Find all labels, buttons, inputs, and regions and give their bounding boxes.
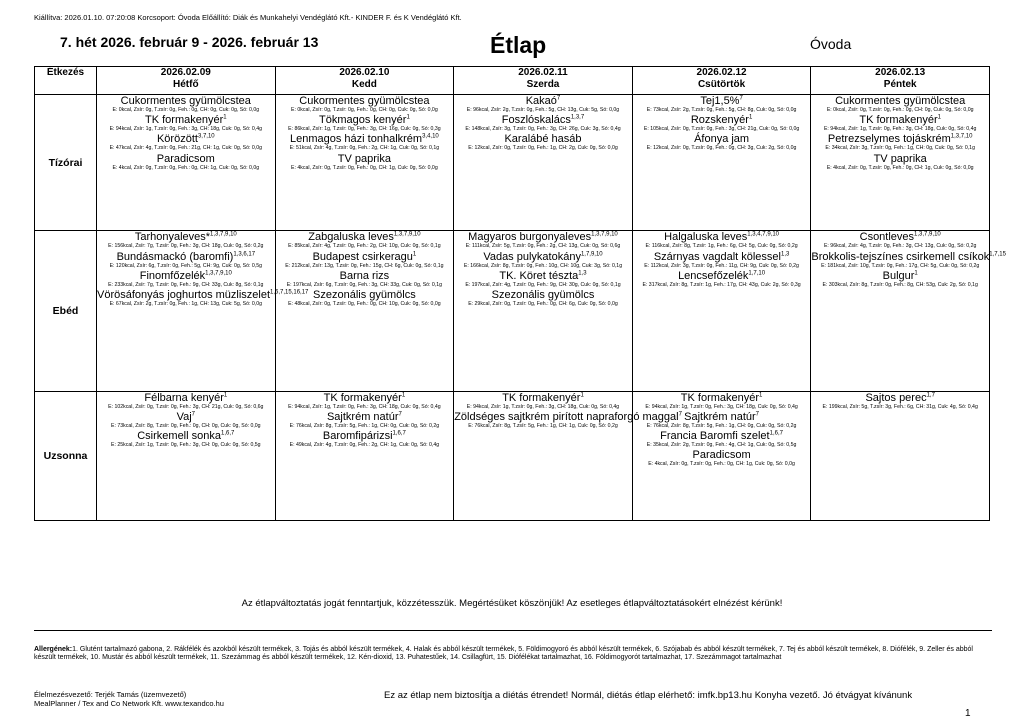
nutrition-info: E: 35kcal, Zsír: 2g, T.zsír: 0g, Feh.: 4g, CH: 1g, Cuk: 0g, Só: 0,5g <box>646 442 797 449</box>
nutrition-info: E: 76kcal, Zsír: 8g, T.zsír: 5g, Feh.: 1g, CH: 0g, Cuk: 0g, Só: 0,2g <box>646 422 797 429</box>
dish-name <box>276 392 454 404</box>
meal-row <box>35 391 990 520</box>
dish-title: Sajtkrém natúr <box>684 410 756 423</box>
nutrition-info: E: 12kcal, Zsír: 0g, T.zsír: 0g, Feh.: 1g, CH: 2g, Cuk: 0g, Só: 0,0g <box>468 145 618 152</box>
dish-title: TK. Köret tészta <box>499 269 579 282</box>
nutrition-info: E: 96kcal, Zsír: 4g, T.zsír: 0g, Feh.: 3g, CH: 13g, Cuk: 0g, Só: 0,2g <box>823 243 977 250</box>
nutrition-info: E: 96kcal, Zsír: 2g, T.zsír: 0g, Feh.: 5g, CH: 13g, Cuk: 5g, Só: 0,0g <box>466 107 620 114</box>
menu-item <box>811 153 989 172</box>
allergen-codes: 1,3 <box>578 270 587 277</box>
menu-item <box>811 392 989 411</box>
menu-cell <box>97 231 309 391</box>
dish-name <box>454 251 632 263</box>
dish-title: Lencsefőzelék <box>678 269 749 282</box>
nutrition-info: E: 303kcal, Zsír: 8g, T.zsír: 0g, Feh.: 8g, CH: 53g, Cuk: 2g, Só: 0,1g <box>822 281 978 288</box>
allergen-codes: 3,7,10 <box>197 133 215 140</box>
allergen-codes: 1,6,7,15,16,17 <box>270 289 309 296</box>
dish-title: Barna rizs <box>339 269 390 282</box>
dish-title: Foszlóskalács <box>501 114 571 127</box>
dish-name <box>276 153 454 165</box>
allergen-codes: 7 <box>739 95 743 102</box>
allergen-codes: 7 <box>755 411 760 418</box>
dish-name <box>633 430 811 442</box>
allergen-codes: 1 <box>748 114 753 121</box>
menu-item <box>454 133 632 152</box>
nutrition-info: E: 4kcal, Zsír: 0g, T.zsír: 0g, Feh.: 0g, CH: 1g, Cuk: 0g, Só: 0,0g <box>648 461 795 468</box>
menu-item <box>276 231 454 250</box>
menu-cell <box>811 231 1006 391</box>
menu-item <box>811 95 989 114</box>
dish-name <box>97 392 275 404</box>
dish-name <box>276 270 454 282</box>
menu-cell <box>811 95 990 231</box>
dish-title: Finomfőzelék <box>139 269 206 282</box>
allergen-codes: 1,7,10 <box>748 270 766 277</box>
dish-title: Magyaros burgonyaleves <box>468 231 592 244</box>
dish-title: Cukormentes gyümölcstea <box>299 95 430 108</box>
dish-name <box>811 114 989 126</box>
day-name: Csütörtök <box>697 79 746 90</box>
dish-title: Brokkolis-tejszínes csirkemell csíkok <box>811 250 990 263</box>
dish-title: Bundásmackó (baromfi) <box>116 250 234 263</box>
dish-title: Baromfipárizsi <box>322 430 393 443</box>
allergen-codes: 1,3,7,9,10 <box>205 270 232 277</box>
dish-name <box>811 231 989 243</box>
dish-title: Csontleves <box>859 231 915 244</box>
dish-name <box>633 251 811 263</box>
menu-item <box>633 114 811 133</box>
day-header <box>811 67 990 95</box>
allergen-codes: 1 <box>412 250 417 257</box>
menu-cell <box>632 231 811 391</box>
menu-item <box>811 250 1006 270</box>
menu-item <box>97 95 275 114</box>
menu-item <box>454 410 682 430</box>
menu-cell <box>97 95 276 231</box>
nutrition-info: E: 197kcal, Zsír: 4g, T.zsír: 0g, Feh.: 9g, CH: 30g, Cuk: 0g, Só: 0,1g <box>465 281 621 288</box>
menu-item <box>276 114 454 133</box>
menu-item <box>454 270 632 289</box>
menu-item <box>276 430 454 449</box>
dish-name <box>276 411 454 423</box>
menu-item <box>811 231 989 250</box>
dish-title: Paradicsom <box>692 449 751 462</box>
dish-name <box>454 270 632 282</box>
allergen-codes: 1,7,9,10 <box>580 250 603 257</box>
menu-cell <box>632 95 811 231</box>
menu-item <box>811 114 989 133</box>
menu-item <box>276 270 454 289</box>
menu-cell <box>811 391 990 520</box>
day-name: Péntek <box>883 79 917 90</box>
dish-title: Cukormentes gyümölcstea <box>835 95 966 108</box>
dish-title: Félbarna kenyér <box>144 391 224 404</box>
allergen-codes: 7 <box>398 411 402 418</box>
change-note: Az étlapváltoztatás jogát fenntartjuk, közzétesszük. Megértésüket köszönjük! Az esetleges étlapváltoztatásokért elnézést kérünk! <box>241 598 783 609</box>
day-date: 2026.02.10 <box>339 67 390 78</box>
allergen-label: Allergének: <box>34 646 73 653</box>
day-header <box>275 67 454 95</box>
menu-cell <box>275 391 454 520</box>
nutrition-info: E: 112kcal, Zsír: 3g, T.zsír: 0g, Feh.: 11g, CH: 9g, Cuk: 0g, Só: 0,2g <box>644 262 799 269</box>
dish-title: Szezonális gyümölcs <box>491 288 595 301</box>
menu-item <box>454 95 632 114</box>
dish-title: TK formakenyér <box>323 391 402 404</box>
day-name: Hétfő <box>173 79 199 90</box>
footer-manager: Élelmezésvezető: Terjék Tamás (üzemvezető) <box>34 690 187 699</box>
allergen-legend <box>34 646 992 662</box>
week-title: 7. hét 2026. február 9 - 2026. február 13 <box>60 34 319 50</box>
nutrition-info: E: 4kcal, Zsír: 0g, T.zsír: 0g, Feh.: 0g, CH: 1g, Cuk: 0g, Só: 0,0g <box>826 164 974 171</box>
dish-title: Sajtos perec <box>865 391 927 404</box>
meal-row <box>35 231 990 391</box>
nutrition-info: E: 156kcal, Zsír: 7g, T.zsír: 0g, Feh.: 3g, CH: 18g, Cuk: 0g, Só: 0,2g <box>108 243 264 250</box>
allergen-codes: 1 <box>223 392 228 399</box>
nutrition-info: E: 76kcal, Zsír: 8g, T.zsír: 5g, Feh.: 1g, CH: 0g, Cuk: 0g, Só: 0,2g <box>289 422 440 429</box>
menu-item <box>97 288 309 308</box>
day-date: 2026.02.13 <box>875 67 926 78</box>
dish-title: Cukormentes gyümölcstea <box>120 95 251 108</box>
nutrition-info: E: 47kcal, Zsír: 4g, T.zsír: 0g, Feh.: 21g, CH: 1g, Cuk: 0g, Só: 0,0g <box>109 145 263 152</box>
dish-name <box>811 392 989 404</box>
nutrition-info: E: 25kcal, Zsír: 1g, T.zsír: 0g, Feh.: 3g, CH: 0g, Cuk: 0g, Só: 0,5g <box>111 442 261 449</box>
dish-name <box>633 270 811 282</box>
allergen-codes: 1,3,4,7,9,10 <box>747 231 779 238</box>
allergen-codes: 1,3,7,9,10 <box>591 231 618 238</box>
nutrition-info: E: 85kcal, Zsír: 4g, T.zsír: 0g, Feh.: 2g, CH: 10g, Cuk: 0g, Só: 0,1g <box>288 243 441 250</box>
allergen-text: 1. Glutént tartalmazó gabona, 2. Rákfélék és azokból készült termékek, 3. Tojás és abból készült termékek, 4. Halak és abból készült termékek, 5. Földimogyoró és abból készült termékek, 6. Szójabab és abból készült termékek, 7. Tej és abból készült termékek, 8. Diófélék, 9. Zeller és abból készült termékek, 10. Mustár és abból készült termékek, 11. Szezámmag és abból készült termékek, 12. Kén-dioxid, 13. Puhatestűek, 14. Csillagfürt, 15. Diófélékat tartalmazhat, 16. Földimogyorót tartalmazhat, 17. Szezámmagot tartalmazhat <box>34 646 973 661</box>
meal-row <box>35 95 990 231</box>
menu-item <box>811 133 989 152</box>
dish-name <box>811 270 989 282</box>
nutrition-info: E: 181kcal, Zsír: 10g, T.zsír: 0g, Feh.: 17g, CH: 5g, Cuk: 0g, Só: 0,2g <box>821 262 980 269</box>
nutrition-info: E: 212kcal, Zsír: 13g, T.zsír: 0g, Feh.: 15g, CH: 6g, Cuk: 0g, Só: 0,1g <box>285 262 444 269</box>
dish-name <box>633 133 811 145</box>
dish-title: Tökmagos kenyér <box>319 114 407 127</box>
menu-item <box>276 153 454 172</box>
allergen-codes: 1 <box>401 392 406 399</box>
dish-title: Bulgur <box>882 269 915 282</box>
dish-name <box>811 153 989 165</box>
menu-cell <box>454 231 633 391</box>
nutrition-info: E: 197kcal, Zsír: 6g, T.zsír: 0g, Feh.: 3g, CH: 33g, Cuk: 0g, Só: 0,1g <box>286 281 443 288</box>
menu-item <box>97 231 275 250</box>
nutrition-info: E: 116kcal, Zsír: 8g, T.zsír: 1g, Feh.: 6g, CH: 5g, Cuk: 0g, Só: 0,2g <box>645 243 798 250</box>
nutrition-info: E: 4kcal, Zsír: 0g, T.zsír: 0g, Feh.: 0g, CH: 1g, Cuk: 0g, Só: 0,0g <box>112 164 260 171</box>
allergen-codes: 1 <box>759 392 763 399</box>
nutrition-info: E: 233kcal, Zsír: 7g, T.zsír: 0g, Feh.: 9g, CH: 33g, Cuk: 8g, Só: 0,1g <box>108 281 264 288</box>
dish-name <box>97 133 275 145</box>
nutrition-info: E: 94kcal, Zsír: 1g, T.zsír: 0g, Feh.: 3g, CH: 18g, Cuk: 0g, Só: 0,4g <box>823 126 977 133</box>
menu-item <box>97 392 275 411</box>
nutrition-info: E: 73kcal, Zsír: 8g, T.zsír: 0g, Feh.: 0g, CH: 0g, Cuk: 0g, Só: 0,0g <box>111 422 261 429</box>
nutrition-info: E: 4kcal, Zsír: 0g, T.zsír: 0g, Feh.: 0g, CH: 1g, Cuk: 0g, Só: 0,0g <box>291 164 438 171</box>
dish-title: Lenmagos házi tonhalkrém <box>290 133 423 146</box>
meal-label: Ebéd <box>35 231 97 391</box>
menu-item <box>276 95 454 114</box>
nutrition-info: E: 73kcal, Zsír: 2g, T.zsír: 0g, Feh.: 5g, CH: 8g, Cuk: 0g, Só: 0,0g <box>646 107 797 114</box>
allergen-codes: 1 <box>406 114 410 121</box>
footer-credits <box>34 690 224 708</box>
allergen-codes: 1 <box>223 114 227 121</box>
dish-name <box>97 153 275 165</box>
menu-item <box>454 251 632 270</box>
dish-name <box>97 411 275 423</box>
dish-title: Zöldséges sajtkrém pirított napraforgó maggal <box>454 410 679 423</box>
menu-item <box>97 153 275 172</box>
nutrition-info: E: 111kcal, Zsír: 5g, T.zsír: 0g, Feh.: 2g, CH: 13g, Cuk: 0g, Só: 0,6g <box>465 243 621 250</box>
dish-name <box>276 95 454 107</box>
allergen-codes: 1,7,15 <box>989 250 1006 257</box>
nutrition-info: E: 166kcal, Zsír: 8g, T.zsír: 0g, Feh.: 10g, CH: 10g, Cuk: 3g, Só: 0,1g <box>463 262 623 269</box>
nutrition-info: E: 94kcal, Zsír: 1g, T.zsír: 0g, Feh.: 3g, CH: 18g, Cuk: 0g, Só: 0,4g <box>645 403 798 410</box>
dish-name <box>454 114 632 126</box>
footer-software: MealPlanner / Tex and Co Network Kft. www.texandco.hu <box>34 699 224 708</box>
nutrition-info: E: 317kcal, Zsír: 8g, T.zsír: 1g, Feh.: 17g, CH: 43g, Cuk: 2g, Só: 0,3g <box>642 281 801 288</box>
menu-item <box>454 289 632 308</box>
nutrition-info: E: 34kcal, Zsír: 3g, T.zsír: 0g, Feh.: 1g, CH: 0g, Cuk: 0g, Só: 0,1g <box>825 145 975 152</box>
dish-name <box>633 392 811 404</box>
nutrition-info: E: 105kcal, Zsír: 0g, T.zsír: 0g, Feh.: 3g, CH: 21g, Cuk: 0g, Só: 0,0g <box>643 126 800 133</box>
nutrition-info: E: 12kcal, Zsír: 0g, T.zsír: 0g, Feh.: 0g, CH: 3g, Cuk: 2g, Só: 0,0g <box>646 145 797 152</box>
dish-name <box>454 133 632 145</box>
menu-item <box>454 231 632 250</box>
dish-title: Vörösáfonyás joghurtos müzliszelet <box>97 288 271 301</box>
allergen-codes: 7 <box>678 411 682 418</box>
day-date: 2026.02.12 <box>696 67 747 78</box>
dish-title: TV paprika <box>337 152 391 165</box>
allergen-codes: 1,3 <box>781 250 790 257</box>
dish-title: Csirkemell sonka <box>137 430 221 443</box>
menu-item <box>811 270 989 289</box>
page-title: Étlap <box>490 32 547 58</box>
allergen-codes: 1,7 <box>926 392 935 399</box>
menu-cell <box>97 391 276 520</box>
dish-name <box>454 410 682 423</box>
nutrition-info: E: 120kcal, Zsír: 6g, T.zsír: 0g, Feh.: 5g, CH: 9g, Cuk: 0g, Só: 0,5g <box>109 262 263 269</box>
meal-label: Uzsonna <box>35 391 97 520</box>
nutrition-info: E: 49kcal, Zsír: 4g, T.zsír: 0g, Feh.: 2g, CH: 1g, Cuk: 0g, Só: 0,4g <box>289 442 440 449</box>
dish-title: TK formakenyér <box>145 114 224 127</box>
dish-name <box>454 289 632 301</box>
allergen-codes: 1,3,7,9,10 <box>210 231 237 238</box>
nutrition-info: E: 94kcal, Zsír: 1g, T.zsír: 0g, Feh.: 3g, CH: 18g, Cuk: 0g, Só: 0,4g <box>109 126 263 133</box>
dish-name <box>97 430 275 442</box>
dish-name <box>811 95 989 107</box>
dish-name <box>454 392 632 404</box>
day-name: Szerda <box>526 79 560 90</box>
dish-name <box>633 449 811 461</box>
menu-item <box>97 430 275 449</box>
menu-item <box>454 114 632 133</box>
dish-title: Tej1,5% <box>700 95 740 108</box>
dish-name <box>276 231 454 243</box>
menu-item <box>633 449 811 468</box>
dish-name <box>454 231 632 243</box>
menu-item <box>276 251 454 270</box>
day-name: Kedd <box>351 79 377 90</box>
allergen-codes: 1,6,7 <box>392 430 406 437</box>
dish-title: TV paprika <box>873 152 927 165</box>
dish-title: Tarhonyaleves* <box>134 231 211 244</box>
issued-line: Kiállítva: 2026.01.10. 07:20:08 Korcsoport: Óvoda Előállító: Diák és Munkahelyi Vendéglátó Kft.- KINDER F. és K Vendéglátó Kft. <box>34 13 462 22</box>
dish-name <box>276 251 454 263</box>
day-date: 2026.02.11 <box>518 67 568 78</box>
allergen-codes: 7 <box>191 411 196 418</box>
age-group: Óvoda <box>810 36 852 52</box>
menu-table <box>34 66 1006 521</box>
nutrition-info: E: 51kcal, Zsír: 4g, T.zsír: 0g, Feh.: 2g, CH: 1g, Cuk: 0g, Só: 0,1g <box>289 145 440 152</box>
dish-title: TK formakenyér <box>502 391 581 404</box>
day-header <box>454 67 633 95</box>
menu-item <box>97 411 275 430</box>
menu-item <box>633 251 811 270</box>
nutrition-info: E: 0kcal, Zsír: 0g, T.zsír: 0g, Feh.: 0g, CH: 0g, Cuk: 0g, Só: 0,0g <box>826 107 974 114</box>
dish-title: Paradicsom <box>156 152 215 165</box>
nutrition-info: E: 94kcal, Zsír: 1g, T.zsír: 0g, Feh.: 3g, CH: 18g, Cuk: 0g, Só: 0,4g <box>288 403 441 410</box>
dish-name <box>97 231 275 243</box>
page-number: 1 <box>965 708 971 719</box>
allergen-codes: 1,3,7,10 <box>950 133 973 140</box>
menu-item <box>97 270 275 289</box>
menu-item <box>97 133 275 152</box>
dish-title: Karalábé hasáb <box>504 133 582 146</box>
dish-title: Szárnyas vagdalt kölessel <box>653 250 781 263</box>
dish-title: Körözött <box>156 133 198 146</box>
menu-item <box>276 133 454 152</box>
nutrition-info: E: 94kcal, Zsír: 1g, T.zsír: 0g, Feh.: 3g, CH: 18g, Cuk: 0g, Só: 0,4g <box>466 403 620 410</box>
dish-name <box>97 114 275 126</box>
nutrition-info: E: 0kcal, Zsír: 0g, T.zsír: 0g, Feh.: 0g, CH: 0g, Cuk: 0g, Só: 0,0g <box>112 107 260 114</box>
day-header <box>632 67 811 95</box>
dish-name <box>633 114 811 126</box>
menu-item <box>276 392 454 411</box>
dish-name <box>811 133 989 145</box>
day-header <box>97 67 276 95</box>
allergen-codes: 1,3,6,17 <box>233 250 256 257</box>
meal-column-header: Étkezés <box>35 67 97 95</box>
menu-item <box>633 95 811 114</box>
dish-title: TK formakenyér <box>680 391 760 404</box>
dish-title: Francia Baromfi szelet <box>660 430 770 443</box>
menu-item <box>633 392 811 411</box>
header-row <box>35 67 990 95</box>
dish-name <box>97 251 275 263</box>
allergen-codes: 1 <box>580 392 584 399</box>
dish-name <box>276 114 454 126</box>
nutrition-info: E: 102kcal, Zsír: 0g, T.zsír: 0g, Feh.: 3g, CH: 21g, Cuk: 0g, Só: 0,6g <box>108 403 264 410</box>
menu-item <box>633 133 811 152</box>
dish-name <box>633 231 811 243</box>
meal-label: Tízórai <box>35 95 97 231</box>
dish-title: Sajtkrém natúr <box>326 410 399 423</box>
menu-cell <box>275 231 454 391</box>
dish-title: Rozskenyér <box>690 114 749 127</box>
menu-item <box>633 270 811 289</box>
nutrition-info: E: 76kcal, Zsír: 8g, T.zsír: 5g, Feh.: 1g, CH: 1g, Cuk: 0g, Só: 0,2g <box>468 422 618 429</box>
dish-name <box>97 288 309 301</box>
allergen-codes: 1 <box>937 114 941 121</box>
dish-title: Vaj <box>176 410 192 423</box>
nutrition-info: E: 148kcal, Zsír: 3g, T.zsír: 0g, Feh.: 3g, CH: 26g, Cuk: 3g, Só: 0,4g <box>465 126 621 133</box>
menu-item <box>633 430 811 449</box>
dish-title: Szezonális gyümölcs <box>313 288 416 301</box>
dish-title: Halgaluska leves <box>664 231 748 244</box>
dish-title: Petrezselymes tojáskrém <box>827 133 951 146</box>
nutrition-info: E: 29kcal, Zsír: 0g, T.zsír: 0g, Feh.: 0g, CH: 6g, Cuk: 0g, Só: 0,0g <box>468 300 618 307</box>
dish-name <box>454 95 632 107</box>
dish-name <box>276 133 454 145</box>
allergen-codes: 1,3,7 <box>570 114 585 121</box>
dish-name <box>97 270 275 282</box>
dish-title: Áfonya jam <box>694 133 750 146</box>
menu-item <box>97 114 275 133</box>
allergen-codes: 1,6,7 <box>220 430 235 437</box>
dish-title: Budapest csirkeragu <box>312 250 413 263</box>
dish-name <box>633 95 811 107</box>
menu-item <box>633 231 811 250</box>
dish-title: TK formakenyér <box>859 114 938 127</box>
nutrition-info: E: 86kcal, Zsír: 1g, T.zsír: 0g, Feh.: 3g, CH: 16g, Cuk: 0g, Só: 0,3g <box>288 126 441 133</box>
allergen-codes: 1 <box>914 270 918 277</box>
dish-name <box>97 95 275 107</box>
allergen-codes: 1,3,7,9,10 <box>914 231 941 238</box>
menu-item <box>97 251 275 270</box>
allergen-codes: 3,4,10 <box>422 133 439 140</box>
dish-name <box>276 430 454 442</box>
menu-cell <box>454 95 633 231</box>
menu-cell <box>454 391 682 520</box>
menu-item <box>454 392 632 411</box>
dish-title: Kakaó <box>525 95 557 108</box>
day-date: 2026.02.09 <box>160 67 211 78</box>
nutrition-info: E: 48kcal, Zsír: 0g, T.zsír: 0g, Feh.: 0g, CH: 10g, Cuk: 0g, Só: 0,0g <box>288 300 441 307</box>
allergen-codes: 1,6,7 <box>769 430 783 437</box>
allergen-codes: 7 <box>556 95 561 102</box>
divider <box>34 630 992 631</box>
nutrition-info: E: 67kcal, Zsír: 2g, T.zsír: 0g, Feh.: 1g, CH: 13g, Cuk: 5g, Só: 0,0g <box>109 300 263 307</box>
menu-item <box>276 411 454 430</box>
menu-cell <box>275 95 454 231</box>
dish-title: Vadas pulykatokány <box>483 250 581 263</box>
dish-title: Zabgaluska leves <box>308 231 394 244</box>
allergen-codes: 1,3,7,9,10 <box>393 231 421 238</box>
footer-diet-note: Ez az étlap nem biztosítja a diétás étrendet! Normál, diétás étlap elérhető: imfk.bp13.hu Konyha vezető. Jó étvágyat kívánunk <box>384 690 913 701</box>
dish-name <box>811 250 1006 263</box>
nutrition-info: E: 0kcal, Zsír: 0g, T.zsír: 0g, Feh.: 0g, CH: 0g, Cuk: 0g, Só: 0,0g <box>291 107 438 114</box>
nutrition-info: E: 199kcal, Zsír: 5g, T.zsír: 3g, Feh.: 6g, CH: 31g, Cuk: 4g, Só: 0,4g <box>822 403 978 410</box>
